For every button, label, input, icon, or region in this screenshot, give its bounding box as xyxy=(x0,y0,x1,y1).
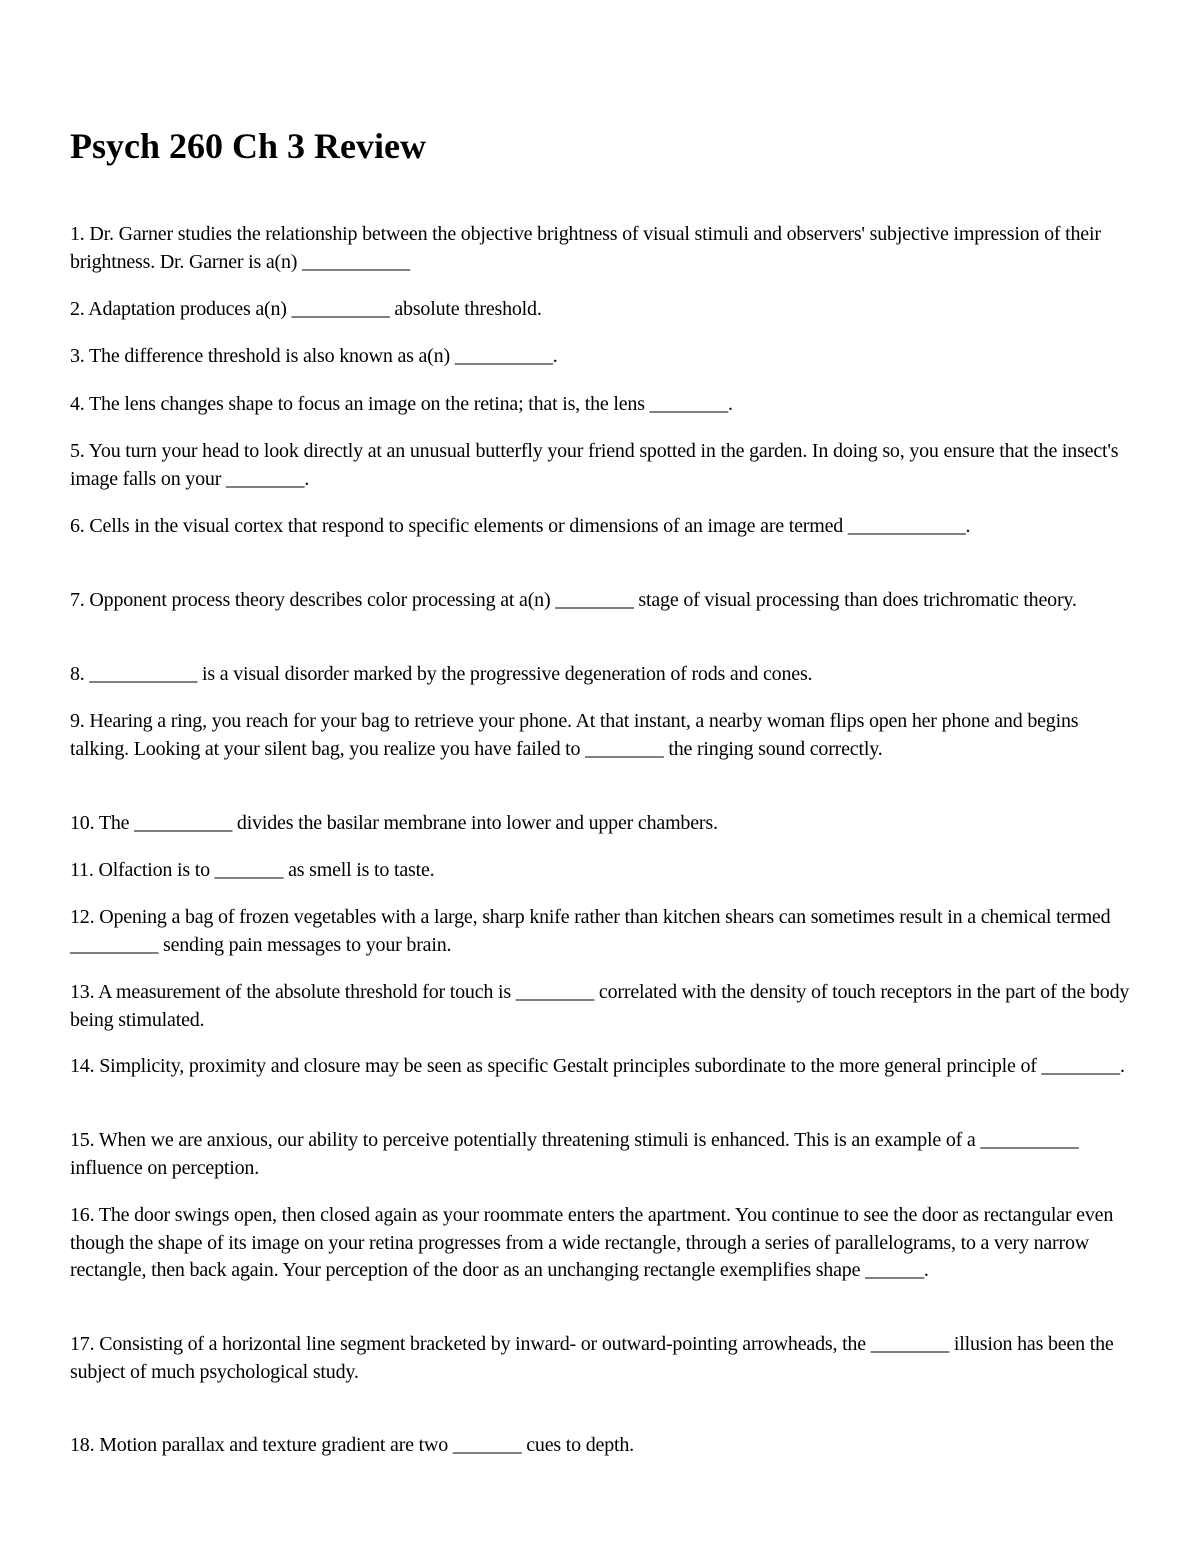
question-16: 16. The door swings open, then closed again as your roommate enters the apartment. You continue to see the door as rectangular even though the shape of its image on your retina progresses from a wide rectangle, through a series of parallelograms, to a very narrow rectangle, then back again. Your perception of the door as an unchanging rectangle exemplifies shape ______. xyxy=(70,1204,1114,1281)
question-9: 9. Hearing a ring, you reach for your bag to retrieve your phone. At that instant, a nearby woman flips open her phone and begins talking. Looking at your silent bag, you realize you have failed to ________ the ringing sound correctly. xyxy=(70,710,1079,760)
question-4: 4. The lens changes shape to focus an image on the retina; that is, the lens ________. xyxy=(70,393,733,415)
question-1: 1. Dr. Garner studies the relationship between the objective brightness of visual stimuli and observers' subjective impression of their brightness. Dr. Garner is a(n) ___________ xyxy=(70,223,1101,273)
question-7: 7. Opponent process theory describes color processing at a(n) ________ stage of visual processing than does trichromatic theory. xyxy=(70,589,1077,611)
question-11: 11. Olfaction is to _______ as smell is to taste. xyxy=(70,859,435,881)
question-5: 5. You turn your head to look directly at an unusual butterfly your friend spotted in the garden. In doing so, you ensure that the insect's image falls on your ________. xyxy=(70,440,1119,490)
question-18: 18. Motion parallax and texture gradient are two _______ cues to depth. xyxy=(70,1434,634,1456)
question-15: 15. When we are anxious, our ability to perceive potentially threatening stimuli is enhanced. This is an example of a __________ influence on perception. xyxy=(70,1129,1079,1179)
question-12: 12. Opening a bag of frozen vegetables with a large, sharp knife rather than kitchen shears can sometimes result in a chemical termed _________ sending pain messages to your brain. xyxy=(70,906,1111,956)
question-17: 17. Consisting of a horizontal line segment bracketed by inward- or outward-pointing arrowheads, the ________ illusion has been the subject of much psychological study. xyxy=(70,1333,1114,1383)
question-14: 14. Simplicity, proximity and closure may be seen as specific Gestalt principles subordinate to the more general principle of ________. xyxy=(70,1055,1125,1077)
question-3: 3. The difference threshold is also known as a(n) __________. xyxy=(70,345,558,367)
question-8: 8. ___________ is a visual disorder marked by the progressive degeneration of rods and cones. xyxy=(70,663,813,685)
page-title: Psych 260 Ch 3 Review xyxy=(70,126,426,166)
question-2: 2. Adaptation produces a(n) __________ absolute threshold. xyxy=(70,298,542,320)
question-10: 10. The __________ divides the basilar membrane into lower and upper chambers. xyxy=(70,812,718,834)
question-6: 6. Cells in the visual cortex that respond to specific elements or dimensions of an image are termed ____________. xyxy=(70,515,971,537)
question-13: 13. A measurement of the absolute threshold for touch is ________ correlated with the density of touch receptors in the part of the body being stimulated. xyxy=(70,981,1130,1031)
